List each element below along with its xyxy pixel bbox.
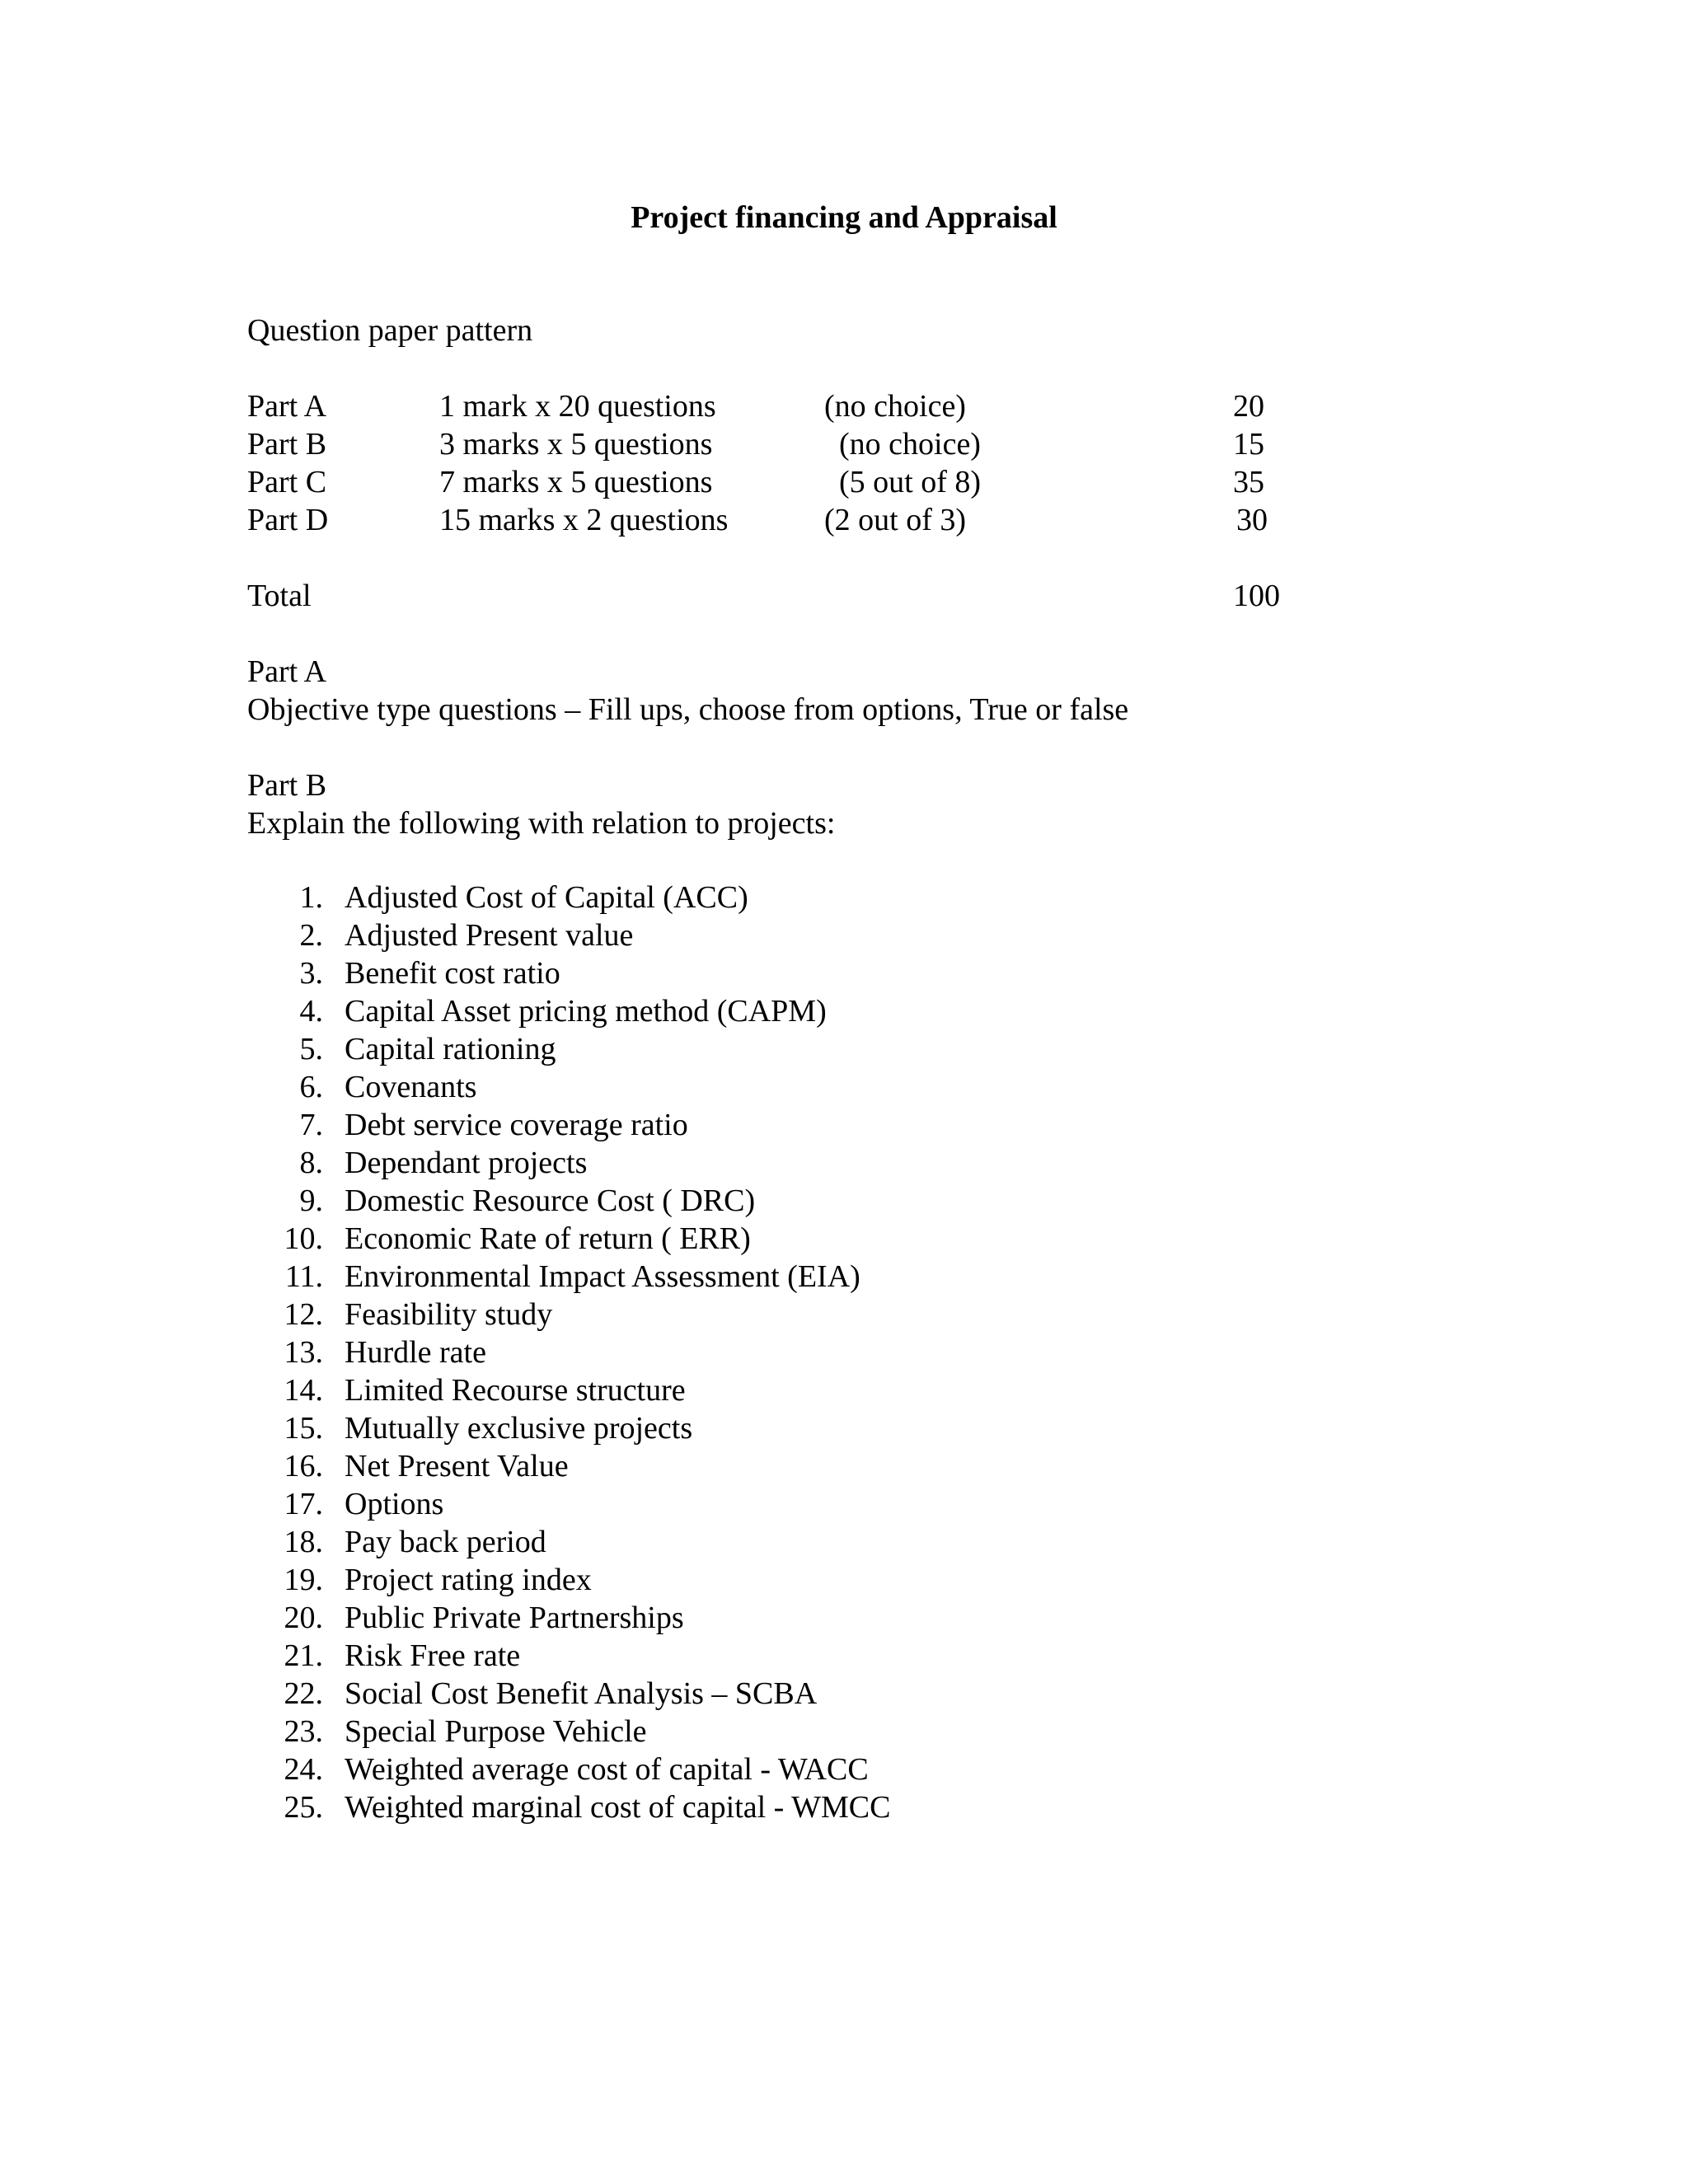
list-item-number: 13. [284, 1335, 323, 1370]
list-item-label: Benefit cost ratio [345, 956, 560, 991]
list-item-label: Social Cost Benefit Analysis – SCBA [345, 1676, 818, 1711]
total-label: Total [247, 579, 312, 613]
pattern-part: Part B [247, 427, 327, 462]
pattern-marks: 3 marks x 5 questions [439, 427, 713, 462]
pattern-marks: 1 mark x 20 questions [439, 389, 716, 424]
pattern-part: Part A [247, 389, 327, 424]
pattern-part: Part C [247, 465, 327, 499]
pattern-part: Part D [247, 503, 329, 537]
list-item-label: Hurdle rate [345, 1335, 486, 1370]
pattern-marks: 15 marks x 2 questions [439, 503, 729, 537]
list-item-number: 25. [284, 1790, 323, 1825]
list-item-label: Adjusted Cost of Capital (ACC) [345, 880, 748, 915]
list-item-label: Limited Recourse structure [345, 1373, 686, 1408]
list-item-number: 9. [299, 1183, 323, 1218]
list-item-number: 6. [299, 1070, 323, 1104]
list-item-label: Capital Asset pricing method (CAPM) [345, 994, 827, 1029]
list-item-number: 17. [284, 1487, 323, 1521]
total-row [0, 577, 1688, 615]
document-title: Project financing and Appraisal [631, 200, 1057, 235]
pattern-row-part-c [0, 463, 1688, 501]
pattern-total: 15 [1233, 427, 1264, 462]
part-b-heading: Part B [247, 768, 327, 803]
list-item-number: 14. [284, 1373, 323, 1408]
list-item-number: 24. [284, 1752, 323, 1787]
list-item-number: 5. [299, 1032, 323, 1066]
list-item-number: 11. [284, 1259, 323, 1294]
pattern-heading: Question paper pattern [247, 313, 533, 348]
list-item-label: Feasibility study [345, 1297, 553, 1332]
list-item-number: 23. [284, 1714, 323, 1749]
list-item-number: 12. [284, 1297, 323, 1332]
list-item-number: 4. [299, 994, 323, 1029]
list-item-label: Options [345, 1487, 444, 1521]
list-item-label: Debt service coverage ratio [345, 1108, 688, 1142]
list-item-label: Adjusted Present value [345, 918, 634, 953]
list-item-label: Covenants [345, 1070, 477, 1104]
list-item-label: Domestic Resource Cost ( DRC) [345, 1183, 756, 1218]
list-item-number: 18. [284, 1525, 323, 1559]
total-value: 100 [1233, 579, 1280, 613]
list-item-number: 3. [299, 956, 323, 991]
list-item-label: Economic Rate of return ( ERR) [345, 1221, 751, 1256]
pattern-row-part-a [0, 387, 1688, 425]
list-item-label: Capital rationing [345, 1032, 556, 1066]
list-item-label: Project rating index [345, 1563, 592, 1597]
pattern-row-part-b [0, 425, 1688, 463]
list-item-label: Mutually exclusive projects [345, 1411, 693, 1446]
part-a-description: Objective type questions – Fill ups, choose from options, True or false [247, 692, 1129, 727]
list-item-label: Risk Free rate [345, 1638, 521, 1673]
list-item-label: Weighted marginal cost of capital - WMCC [345, 1790, 891, 1825]
list-item-label: Dependant projects [345, 1146, 588, 1180]
part-a-heading: Part A [247, 654, 327, 689]
pattern-total: 30 [1236, 503, 1268, 537]
list-item-label: Weighted average cost of capital - WACC [345, 1752, 869, 1787]
list-item-number: 16. [284, 1449, 323, 1483]
list-item-number: 20. [284, 1601, 323, 1635]
list-item-label: Pay back period [345, 1525, 546, 1559]
list-item-number: 21. [284, 1638, 323, 1673]
pattern-choice: (5 out of 8) [839, 465, 982, 499]
list-item-label: Environmental Impact Assessment (EIA) [345, 1259, 860, 1294]
list-item-label: Public Private Partnerships [345, 1601, 684, 1635]
pattern-total: 35 [1233, 465, 1264, 499]
list-item-number: 7. [299, 1108, 323, 1142]
list-item-number: 15. [284, 1411, 323, 1446]
pattern-choice: (no choice) [824, 389, 966, 424]
list-item-number: 10. [284, 1221, 323, 1256]
part-b-description: Explain the following with relation to projects: [247, 806, 836, 841]
list-item-number: 22. [284, 1676, 323, 1711]
pattern-choice: (no choice) [839, 427, 981, 462]
pattern-total: 20 [1233, 389, 1264, 424]
list-item-label: Special Purpose Vehicle [345, 1714, 647, 1749]
pattern-choice: (2 out of 3) [824, 503, 967, 537]
list-item-number: 19. [284, 1563, 323, 1597]
list-item-number: 2. [299, 918, 323, 953]
pattern-marks: 7 marks x 5 questions [439, 465, 713, 499]
pattern-row-part-d [0, 501, 1688, 539]
list-item-number: 1. [299, 880, 323, 915]
list-item-label: Net Present Value [345, 1449, 569, 1483]
list-item-number: 8. [299, 1146, 323, 1180]
